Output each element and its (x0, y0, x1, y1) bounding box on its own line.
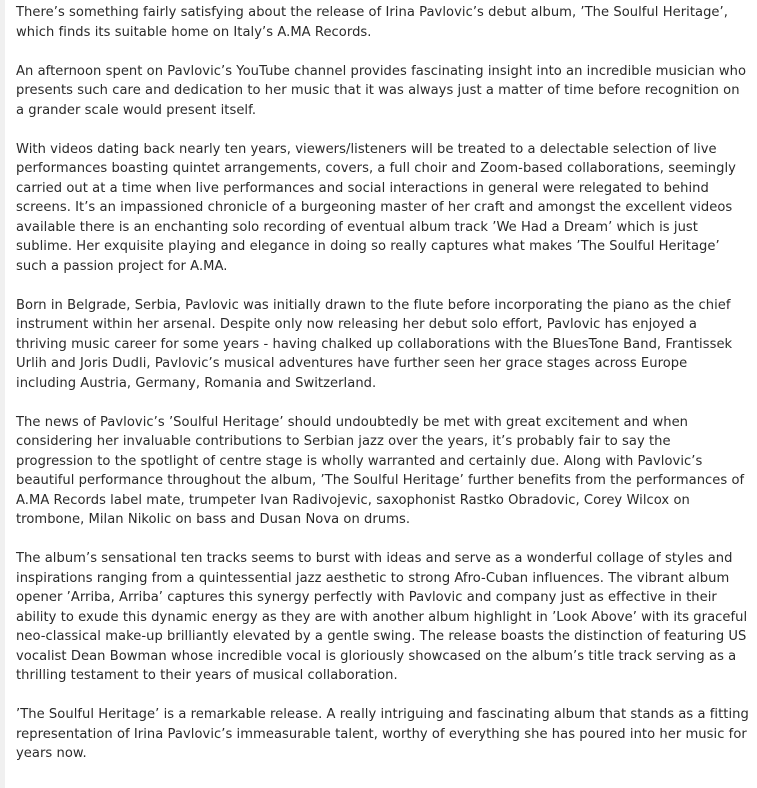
article-paragraph-2: An afternoon spent on Pavlovic’s YouTube channel provides fascinating insight into an incredible musician who presents such care and dedication to her music that it was always just a matter of time before recognition on a grander scale would present itself. (16, 63, 747, 118)
article-paragraph-5: The news of Pavlovic’s ’Soulful Heritage’ should undoubtedly be met with great excitement and when considering her invaluable contributions to Serbian jazz over the years, it’s probably fair to say the progression to the spotlight of centre stage is wholly warranted and certainly due. Along with Pavlovic’s beautiful performance throughout the album, ’The Soulful Heritage’ further benefits from the performances of A.MA Records label mate, trumpeter Ivan Radivojevic, saxophonist Rastko Obradovic, Corey Wilcox on trombone, Milan Nikolic on bass and Dusan Nova on drums. (16, 414, 745, 527)
article-paragraph-1: There’s something fairly satisfying about the release of Irina Pavlovic’s debut album, ’The Soulful Heritage’, which finds its suitable home on Italy’s A.MA Records. (16, 5, 728, 40)
left-margin-rule (0, 0, 5, 788)
article-body (16, 0, 751, 783)
article-paragraph-3: With videos dating back nearly ten years, viewers/listeners will be treated to a delectable selection of live performances boasting quintet arrangements, covers, a full choir and Zoom-based collaborations, seemingly carried out at a time when live performances and social interactions in general were relegated to behind screens. It’s an impassioned chronicle of a burgeoning master of her craft and amongst the excellent videos available there is an enchanting solo recording of eventual album track ’We Had a Dream’ which is just sublime. Her exquisite playing and elegance in doing so really captures what makes ’The Soulful Heritage’ such a passion project for A.MA. (16, 141, 736, 274)
article-paragraph-4: Born in Belgrade, Serbia, Pavlovic was initially drawn to the flute before incorporating the piano as the chief instrument within her arsenal. Despite only now releasing her debut solo effort, Pavlovic has enjoyed a thriving music career for some years - having chalked up collaborations with the BluesTone Band, Frantissek Urlih and Joris Dudli, Pavlovic’s musical adventures have further seen her grace stages across Europe including Austria, Germany, Romania and Switzerland. (16, 297, 733, 391)
article-paragraph-7: ’The Soulful Heritage’ is a remarkable release. A really intriguing and fascinating album that stands as a fitting representation of Irina Pavlovic’s immeasurable talent, worthy of everything she has poured into her music for years now. (16, 707, 749, 761)
article-paragraph-6: The album’s sensational ten tracks seems to burst with ideas and serve as a wonderful collage of styles and inspirations ranging from a quintessential jazz aesthetic to strong Afro-Cuban influences. The vibrant album opener ’Arriba, Arriba’ captures this synergy perfectly with Pavlovic and company just as effective in their ability to exude this dynamic energy as they are with another album highlight in ’Look Above’ with its graceful neo-classical make-up brilliantly elevated by a gentle swing. The release boasts the distinction of featuring US vocalist Dean Bowman whose incredible vocal is gloriously showcased on the album’s title track serving as a thrilling testament to their years of musical collaboration. (16, 551, 748, 683)
